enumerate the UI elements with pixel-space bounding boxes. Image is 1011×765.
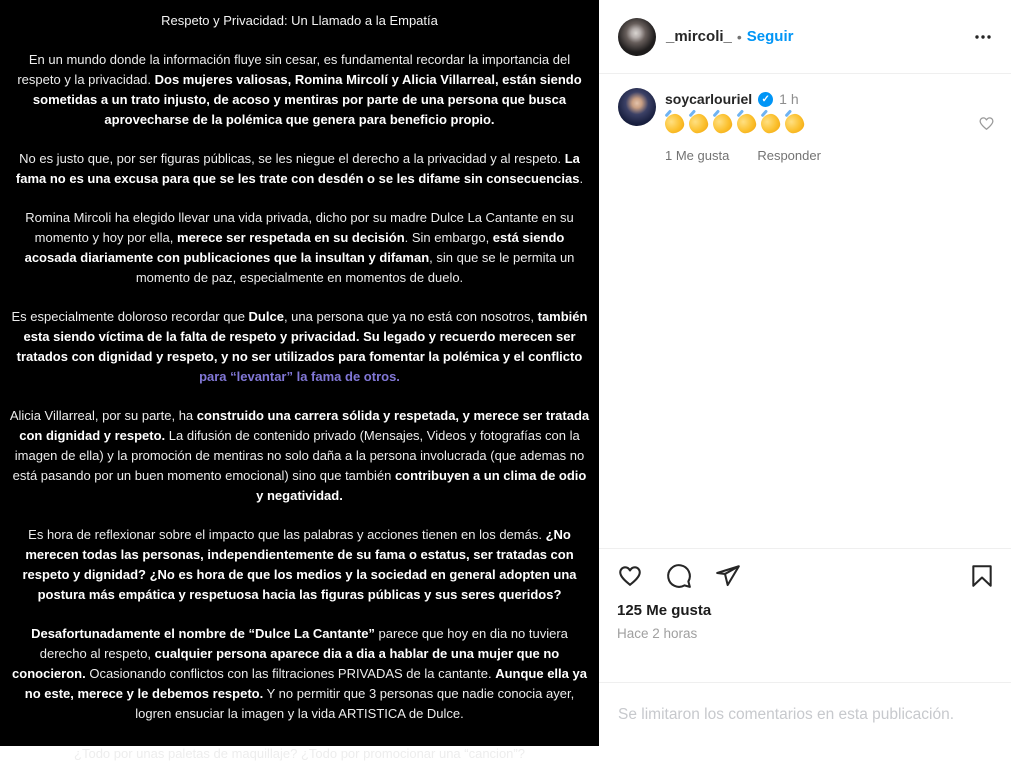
post-detail-panel (599, 0, 1011, 746)
clap-emoji (735, 112, 757, 134)
post-header (599, 0, 1011, 74)
person-icon (20, 744, 40, 764)
caption-paragraph: Es especialmente doloroso recordar que Dulce, una persona que ya no está con nosotros, también esta siendo víctima de la falta de respeto y privacidad. Su legado y recuerdo merecen ser tratados con dignidad y respeto, y no ser utilizados para fomentar la polémica y el conflicto para “levantar” la fama de otros. (11, 309, 588, 384)
verified-badge-icon: ✓ (758, 92, 773, 107)
comments-section (599, 74, 1011, 548)
caption-paragraph: Es hora de reflexionar sobre el impacto que las palabras y acciones tienen en los demás. ¿No merecen todas las personas, independientemente de su fama o estatus, ser tratadas con respeto y dignidad? ¿No es hora de que los medios y la sociedad en general adopten una postura más empática y respetuosa hacia las figuras públicas y sus seres queridos? (22, 527, 577, 602)
save-icon[interactable] (969, 563, 995, 589)
author-username[interactable]: _mircoli_ (666, 28, 732, 45)
post-timestamp: Hace 2 horas (617, 626, 698, 641)
comment-reply-button[interactable]: Responder (757, 148, 821, 163)
author-avatar[interactable] (618, 18, 656, 56)
comment-row (618, 88, 995, 163)
caption-paragraph: Desafortunadamente el nombre de “Dulce La Cantante” parece que hoy en dia no tuviera derecho al respeto, cualquier persona aparece dia a dia a hablar de una mujer que no conocieron. Ocasionando conflictos con las filtraciones PRIVADAS de la cantante. Aunque ella ya no este, merece y le debemos respeto. Y no permitir que 3 personas que nadie conocia ayer, logren ensuciar la imagen y la vida ARTISTICA de Dulce. (12, 626, 587, 721)
caption-paragraph: Alicia Villarreal, por su parte, ha construido una carrera sólida y respetada, y merece ser tratada con dignidad y respeto. La difusión de contenido privado (Mensajes, Videos y fotografías con la imagen de ella) y la promoción de mentiras no solo daña a la persona involucrada (que ademas no está pasando por un buen momento emocional) sino que también contribuyen a un clima de odio y negatividad. (9, 408, 590, 503)
likes-count[interactable]: 125 Me gusta (617, 602, 712, 619)
like-icon[interactable] (617, 563, 643, 589)
clap-emoji (687, 112, 709, 134)
commenter-username[interactable]: soycarlouriel (665, 91, 753, 107)
caption-paragraph: No es justo que, por ser figuras públicas, se les niegue el derecho a la privacidad y al respeto. La fama no es una excusa para que se les trate con desdén o se les difame sin consecuencias. (15, 151, 584, 186)
follow-button[interactable]: Seguir (746, 28, 794, 45)
caption-paragraphs (8, 50, 591, 743)
comment-icon[interactable] (666, 563, 692, 589)
caption-paragraph: Romina Mircoli ha elegido llevar una vida privada, dicho por su madre Dulce La Cantante en su momento y hoy por ella, merece ser respetada en su decisión. Sin embargo, está siendo acosada diariamente con publicaciones que la insultan y difaman, sin que se le permita un momento de paz, especialmente en momentos de duelo. (24, 210, 575, 285)
clap-emoji (783, 112, 805, 134)
actions-section (599, 548, 1011, 682)
comment-text (665, 114, 970, 136)
clap-emoji (663, 112, 685, 134)
comment-likes-count[interactable]: 1 Me gusta (665, 148, 730, 163)
share-icon[interactable] (715, 563, 741, 589)
more-options-icon[interactable] (971, 25, 995, 49)
comment-timestamp: 1 h (779, 91, 799, 107)
commenter-avatar[interactable] (618, 88, 656, 126)
caption-title: Respeto y Privacidad: Un Llamado a la Empatía (161, 13, 438, 28)
separator-dot: • (736, 28, 742, 45)
clap-emoji (711, 112, 733, 134)
caption-footer-line: ¿Todo por unas paletas de maquillaje? ¿Todo por promocionar una “cancion”? (74, 746, 525, 761)
caption-footer (8, 743, 591, 765)
clap-emoji (759, 112, 781, 134)
comment-body (665, 88, 970, 163)
caption-paragraph: En un mundo donde la información fluye sin cesar, es fundamental recordar la importancia del respeto y la privacidad. Dos mujeres valiosas, Romina Mircolí y Alicia Villarreal, están siendo sometidas a un trato injusto, de acoso y mentiras por parte de una persona que busca aprovecharse de la polémica que genera para beneficio propio. (17, 52, 582, 127)
comment-like-icon[interactable] (978, 115, 995, 137)
comments-limited-notice: Se limitaron los comentarios en esta publicación. (599, 682, 1011, 746)
